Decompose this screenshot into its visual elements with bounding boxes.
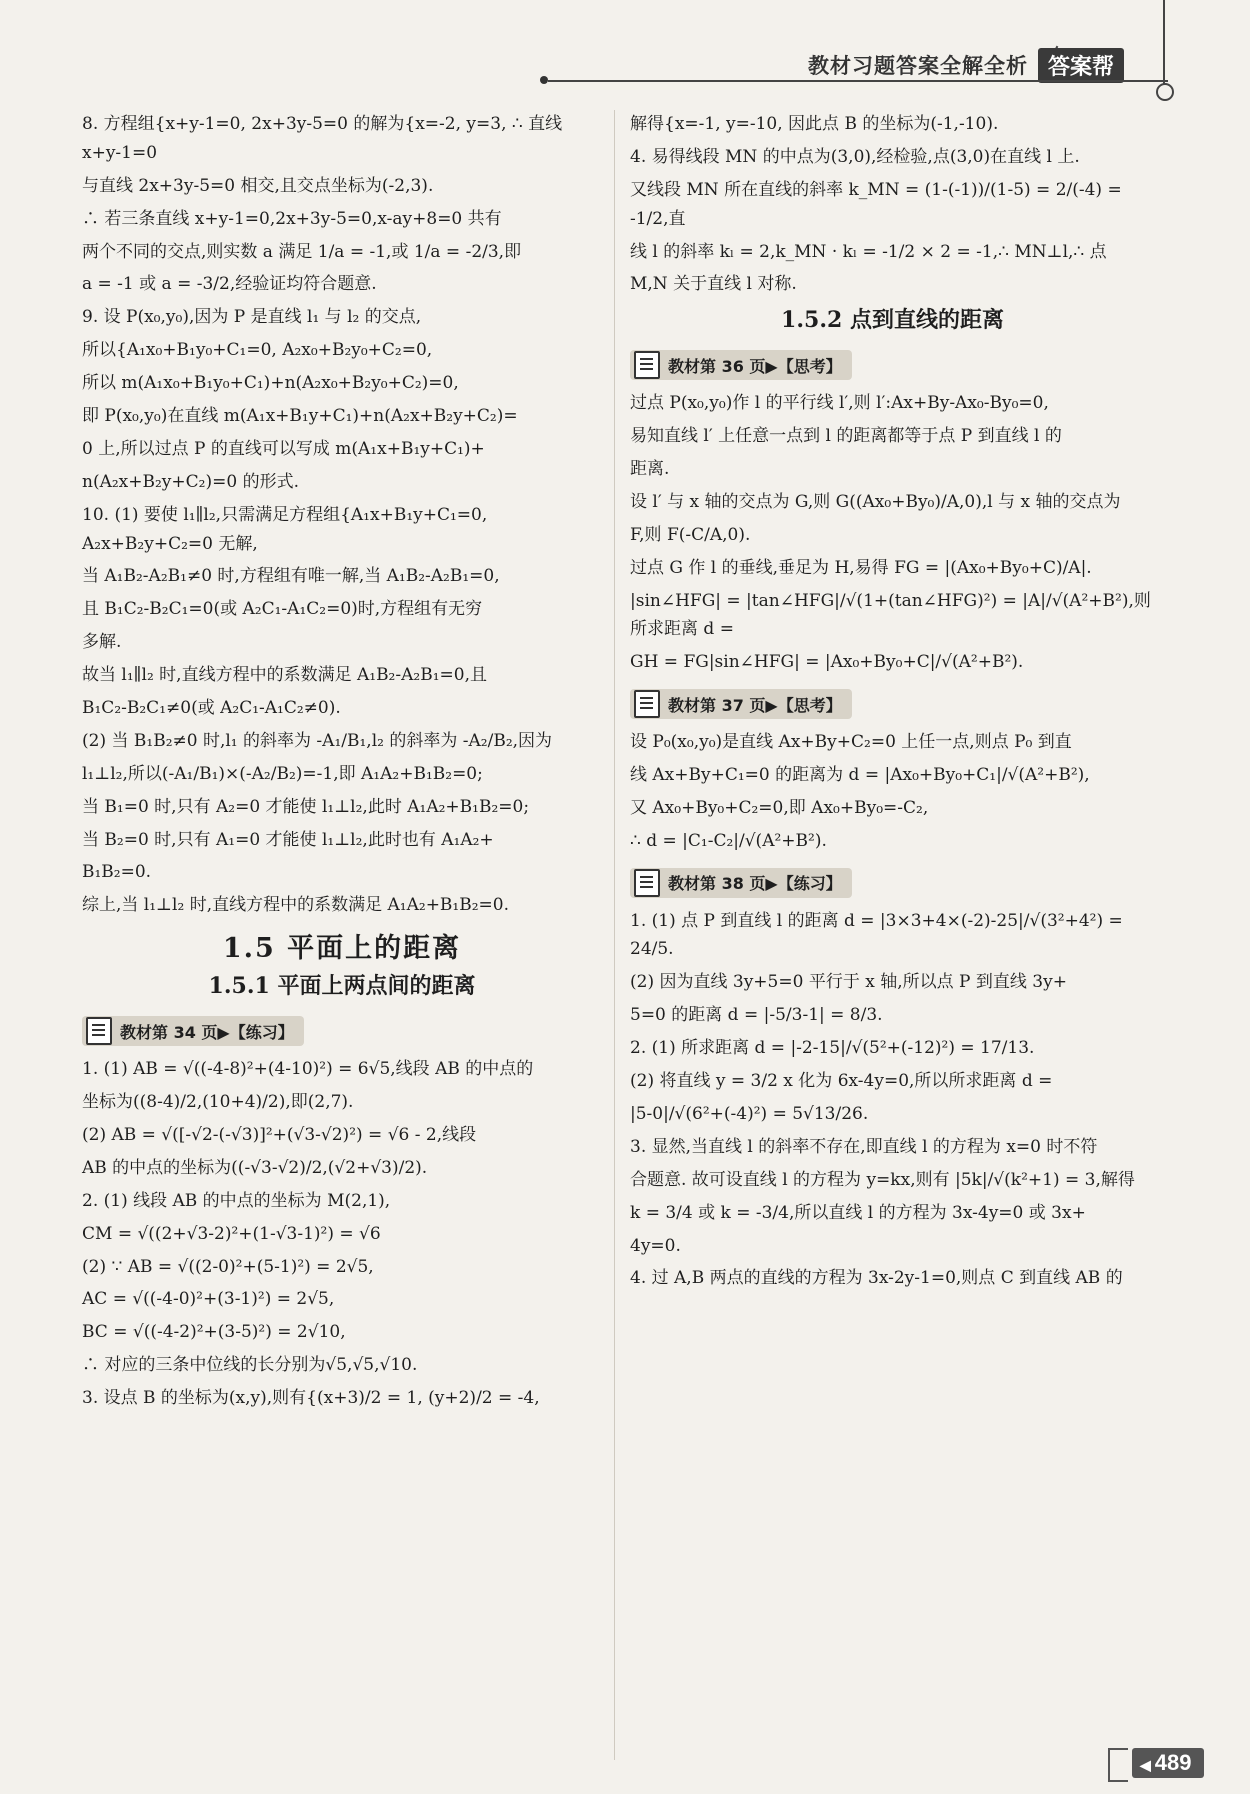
text-line: GH = FG|sin∠HFG| = |Ax₀+By₀+C|/√(A²+B²). (630, 652, 1024, 673)
text-line: 坐标为((8-4)/2,(10+4)/2),即(2,7). (82, 1092, 354, 1113)
text-line: 当 B₂=0 时,只有 A₁=0 才能使 l₁⊥l₂,此时也有 A₁A₂+ (82, 829, 494, 850)
text-line: |5-0|/√(6²+(-4)²) = 5√13/26. (630, 1103, 869, 1124)
text-line: (2) AB = √([-√2-(-√3)]²+(√3-√2)²) = √6 - 2,线段 (82, 1124, 477, 1145)
header-rule-dot (540, 76, 548, 84)
section-tag-label: 教材第 36 页▶【思考】 (668, 356, 842, 376)
text-line: 9. 设 P(x₀,y₀),因为 P 是直线 l₁ 与 l₂ 的交点, (82, 307, 422, 328)
text-line: 设 l′ 与 x 轴的交点为 G,则 G((Ax₀+By₀)/A,0),l 与 x 轴的交点为 (630, 491, 1121, 512)
text-line: 线 l 的斜率 kₗ = 2,k_MN · kₗ = -1/2 × 2 = -1,∴ MN⊥l,∴ 点 (630, 241, 1107, 262)
text-line: ∴ 对应的三条中位线的长分别为√5,√5,√10. (82, 1355, 418, 1376)
header-title: 教材习题答案全解全析 (808, 54, 1028, 78)
text-line: 综上,当 l₁⊥l₂ 时,直线方程中的系数满足 A₁A₂+B₁B₂=0. (82, 895, 510, 916)
text-line: 当 A₁B₂-A₂B₁≠0 时,方程组有唯一解,当 A₁B₂-A₂B₁=0, (82, 566, 500, 587)
text-line: 1. (1) 点 P 到直线 l 的距离 d = |3×3+4×(-2)-25|/√(3²+4²) = 24/5. (630, 910, 1129, 960)
section-heading: 1.5 平面上的距离 (222, 933, 462, 965)
text-line: 多解. (82, 632, 122, 653)
text-line: |sin∠HFG| = |tan∠HFG|/√(1+(tan∠HFG)²) = |A|/√(A²+B²),则所求距离 d = (630, 590, 1151, 640)
text-line: B₁B₂=0. (82, 862, 152, 883)
text-line: 两个不同的交点,则实数 a 满足 1/a = -1,或 1/a = -2/3,即 (82, 241, 522, 262)
text-line: 1. (1) AB = √((-4-8)²+(4-10)²) = 6√5,线段 AB 的中点的 (82, 1059, 534, 1080)
header-rule (548, 80, 1168, 82)
text-line: 所以 m(A₁x₀+B₁y₀+C₁)+n(A₂x₀+B₂y₀+C₂)=0, (82, 373, 459, 394)
page-header (0, 0, 1250, 100)
book-icon (634, 351, 660, 379)
text-line: M,N 关于直线 l 对称. (630, 274, 797, 295)
text-line: (2) 当 B₁B₂≠0 时,l₁ 的斜率为 -A₁/B₁,l₂ 的斜率为 -A₂/B₂,因为 (82, 730, 553, 751)
page-bracket (1108, 1748, 1128, 1782)
text-line: 4y=0. (630, 1235, 681, 1256)
text-line: 故当 l₁∥l₂ 时,直线方程中的系数满足 A₁B₂-A₂B₁=0,且 (82, 665, 487, 686)
text-line: 设 P₀(x₀,y₀)是直线 Ax+By+C₂=0 上任一点,则点 P₀ 到直 (630, 732, 1072, 753)
book-icon (634, 869, 660, 897)
text-line: k = 3/4 或 k = -3/4,所以直线 l 的方程为 3x-4y=0 或 3x+ (630, 1202, 1086, 1223)
text-line: 过点 P(x₀,y₀)作 l 的平行线 l′,则 l′:Ax+By-Ax₀-By₀=0, (630, 393, 1049, 414)
page-number: 489 (1154, 1750, 1192, 1775)
text-line: F,则 F(-C/A,0). (630, 524, 751, 545)
section-heading: 1.5.1 平面上两点间的距离 (208, 973, 476, 1000)
text-line: 所以{A₁x₀+B₁y₀+C₁=0, A₂x₀+B₂y₀+C₂=0, (82, 340, 433, 361)
text-line: n(A₂x+B₂y+C₂)=0 的形式. (82, 471, 299, 492)
text-line: 3. 显然,当直线 l 的斜率不存在,即直线 l 的方程为 x=0 时不符 (630, 1136, 1098, 1157)
text-line: 10. (1) 要使 l₁∥l₂,只需满足方程组{A₁x+B₁y+C₁=0, A₂x+B₂y+C₂=0 无解, (82, 504, 493, 554)
text-line: 与直线 2x+3y-5=0 相交,且交点坐标为(-2,3). (82, 175, 434, 196)
text-line: 5=0 的距离 d = |-5/3-1| = 8/3. (630, 1005, 883, 1026)
section-tag (630, 350, 852, 380)
text-line: 4. 易得线段 MN 的中点为(3,0),经检验,点(3,0)在直线 l 上. (630, 146, 1080, 167)
header-vertical-line (1163, 0, 1165, 85)
text-line: 距离. (630, 459, 670, 480)
text-line: 又线段 MN 所在直线的斜率 k_MN = (1-(-1))/(1-5) = 2/(-4) = -1/2,直 (630, 179, 1128, 229)
section-tag-label: 教材第 37 页▶【思考】 (668, 695, 842, 715)
ring-icon (1156, 83, 1174, 101)
text-line: B₁C₂-B₂C₁≠0(或 A₂C₁-A₁C₂≠0). (82, 698, 341, 719)
header-brand: 答案帮 (1038, 48, 1124, 83)
text-line: l₁⊥l₂,所以(-A₁/B₁)×(-A₂/B₂)=-1,即 A₁A₂+B₁B₂=0; (82, 763, 483, 784)
text-line: 过点 G 作 l 的垂线,垂足为 H,易得 FG = |(Ax₀+By₀+C)/A|. (630, 557, 1092, 578)
text-line: (2) 因为直线 3y+5=0 平行于 x 轴,所以点 P 到直线 3y+ (630, 972, 1067, 993)
section-tag-label: 教材第 38 页▶【练习】 (668, 874, 842, 894)
text-line: 又 Ax₀+By₀+C₂=0,即 Ax₀+By₀=-C₂, (630, 797, 929, 818)
text-line: 8. 方程组{x+y-1=0, 2x+3y-5=0 的解为{x=-2, y=3, ∴ 直线 x+y-1=0 (82, 114, 568, 163)
text-line: 2. (1) 线段 AB 的中点的坐标为 M(2,1), (82, 1190, 391, 1211)
text-line: 4. 过 A,B 两点的直线的方程为 3x-2y-1=0,则点 C 到直线 AB 的 (630, 1268, 1123, 1289)
text-line: 线 Ax+By+C₁=0 的距离为 d = |Ax₀+By₀+C₁|/√(A²+B²), (630, 765, 1090, 786)
text-line: AB 的中点的坐标为((-√3-√2)/2,(√2+√3)/2). (82, 1157, 428, 1178)
text-line: 2. (1) 所求距离 d = |-2-15|/√(5²+(-12)²) = 17/13. (630, 1038, 1035, 1059)
arrow-icon: ◀ (1140, 1757, 1151, 1773)
text-line: 合题意. 故可设直线 l 的方程为 y=kx,则有 |5k|/√(k²+1) = 3,解得 (630, 1169, 1135, 1190)
section-tag (82, 1016, 304, 1046)
text-line: CM = √((2+√3-2)²+(1-√3-1)²) = √6 (82, 1223, 381, 1244)
text-line: a = -1 或 a = -3/2,经验证均符合题意. (82, 274, 377, 295)
book-icon (86, 1017, 112, 1045)
text-line: (2) ∵ AB = √((2-0)²+(5-1)²) = 2√5, (82, 1256, 374, 1277)
right-column (630, 110, 1155, 1297)
column-divider (614, 110, 615, 1760)
left-column (82, 110, 602, 1417)
text-line: (2) 将直线 y = 3/2 x 化为 6x-4y=0,所以所求距离 d = (630, 1071, 1053, 1092)
text-line: 3. 设点 B 的坐标为(x,y),则有{(x+3)/2 = 1, (y+2)/2 = -4, (82, 1388, 540, 1409)
section-tag (630, 868, 852, 898)
text-line: BC = √((-4-2)²+(3-5)²) = 2√10, (82, 1322, 346, 1343)
text-line: 0 上,所以过点 P 的直线可以写成 m(A₁x+B₁y+C₁)+ (82, 438, 485, 459)
book-icon (634, 690, 660, 718)
text-line: 当 B₁=0 时,只有 A₂=0 才能使 l₁⊥l₂,此时 A₁A₂+B₁B₂=0; (82, 796, 530, 817)
text-line: 易知直线 l′ 上任意一点到 l 的距离都等于点 P 到直线 l 的 (630, 426, 1062, 447)
section-tag-label: 教材第 34 页▶【练习】 (120, 1022, 294, 1042)
text-line: 且 B₁C₂-B₂C₁=0(或 A₂C₁-A₁C₂=0)时,方程组有无穷 (82, 599, 483, 620)
page-number-badge (1132, 1748, 1204, 1778)
section-heading: 1.5.2 点到直线的距离 (781, 307, 1004, 334)
text-line: 即 P(x₀,y₀)在直线 m(A₁x+B₁y+C₁)+n(A₂x+B₂y+C₂)= (82, 406, 518, 427)
text-line: AC = √((-4-0)²+(3-1)²) = 2√5, (82, 1289, 335, 1310)
text-line: 解得{x=-1, y=-10, 因此点 B 的坐标为(-1,-10). (630, 114, 999, 134)
text-line: ∴ 若三条直线 x+y-1=0,2x+3y-5=0,x-ay+8=0 共有 (82, 208, 502, 229)
section-tag (630, 689, 852, 719)
text-line: ∴ d = |C₁-C₂|/√(A²+B²). (630, 830, 827, 851)
